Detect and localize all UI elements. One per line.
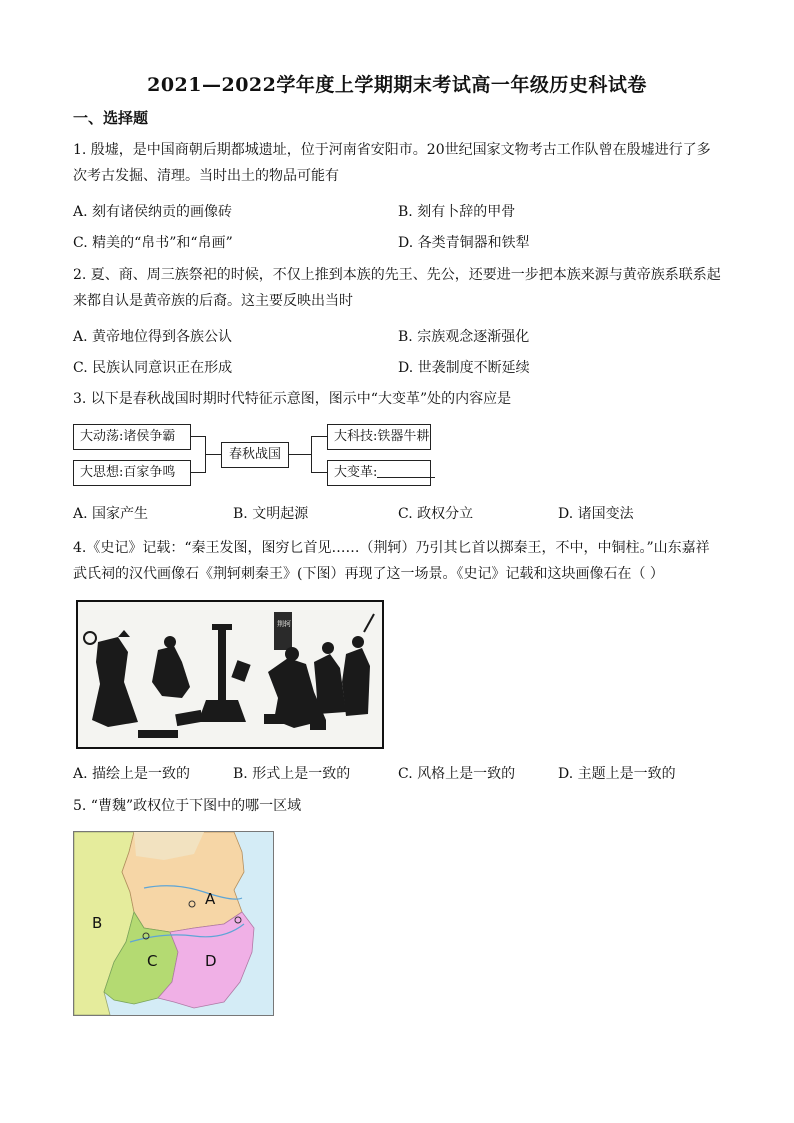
q1-option-c: C. 精美的“帛书”和“帛画” bbox=[73, 235, 233, 251]
three-kingdoms-map bbox=[73, 831, 274, 1016]
diagram-box-center: 春秋战国 bbox=[221, 442, 289, 468]
q3-option-c: C. 政权分立 bbox=[398, 506, 474, 522]
diagram-box-thought: 大思想:百家争鸣 bbox=[73, 460, 191, 486]
question-1-line-1: 1. 殷墟，是中国商朝后期都城遗址，位于河南省安阳市。20世纪国家文物考古工作队曾在殷墟进行了多 bbox=[73, 142, 711, 158]
question-5-line-1: 5. “曹魏”政权位于下图中的哪一区域 bbox=[73, 798, 302, 814]
question-4-line-1: 4.《史记》记载：“秦王发图，图穷匕首见……（荆轲）乃引其匕首以掷秦王，不中，中铜柱。”山东嘉祥 bbox=[73, 540, 710, 556]
map-regions bbox=[74, 832, 273, 1015]
question-2-stem bbox=[73, 262, 733, 314]
q4-option-d: D. 主题上是一致的 bbox=[558, 766, 676, 782]
q1-option-d: D. 各类青铜器和铁犁 bbox=[398, 235, 530, 251]
connector-line bbox=[289, 454, 311, 455]
diagram-box-reform bbox=[327, 460, 431, 486]
era-diagram bbox=[73, 424, 443, 488]
question-3-line-1: 3. 以下是春秋战国时期时代特征示意图，图示中“大变革”处的内容应是 bbox=[73, 391, 512, 407]
q3-option-b: B. 文明起源 bbox=[233, 506, 309, 522]
question-5-stem bbox=[73, 793, 733, 819]
q2-option-a: A. 黄帝地位得到各族公认 bbox=[73, 329, 233, 345]
q4-option-b: B. 形式上是一致的 bbox=[233, 766, 351, 782]
question-1-line-2: 次考古发掘、清理。当时出土的物品可能有 bbox=[73, 168, 339, 184]
connector-line bbox=[205, 454, 221, 455]
q3-option-a: A. 国家产生 bbox=[73, 506, 149, 522]
q3-option-d: D. 诸国变法 bbox=[558, 506, 634, 522]
q1-option-b: B. 刻有卜辞的甲骨 bbox=[398, 204, 516, 220]
q2-option-c: C. 民族认同意识正在形成 bbox=[73, 360, 233, 376]
question-2-line-1: 2. 夏、商、周三族祭祀的时候，不仅上推到本族的先王、先公，还要进一步把本族来源与黄帝族系联系起 bbox=[73, 267, 721, 283]
q4-option-a: A. 描绘上是一致的 bbox=[73, 766, 191, 782]
diagram-box-technology: 大科技:铁器牛耕 bbox=[327, 424, 431, 450]
relief-inscription-char: 荆轲 bbox=[277, 620, 291, 628]
q1-option-a: A. 刻有诸侯纳贡的画像砖 bbox=[73, 204, 233, 220]
connector-line bbox=[191, 436, 205, 437]
stone-relief-drawing bbox=[78, 602, 382, 747]
stone-relief-image bbox=[76, 600, 384, 749]
section-heading: 一、选择题 bbox=[73, 109, 149, 127]
diagram-box-turmoil: 大动荡:诸侯争霸 bbox=[73, 424, 191, 450]
connector-line bbox=[311, 436, 327, 437]
page-title: 2021—2022学年度上学期期末考试高一年级历史科试卷 bbox=[147, 74, 647, 96]
question-2-line-2: 来都自认是黄帝族的后裔。这主要反映出当时 bbox=[73, 293, 353, 309]
map-label-b: B bbox=[92, 914, 103, 932]
map-label-c: C bbox=[147, 952, 158, 970]
map-label-d: D bbox=[205, 952, 217, 970]
map-label-a: A bbox=[205, 890, 216, 908]
question-3-stem bbox=[73, 386, 733, 412]
q2-option-b: B. 宗族观念逐渐强化 bbox=[398, 329, 530, 345]
diagram-reform-label: 大变革: bbox=[334, 465, 378, 480]
question-1-stem bbox=[73, 137, 733, 189]
question-4-stem bbox=[73, 535, 733, 587]
connector-line bbox=[311, 472, 327, 473]
connector-line bbox=[311, 436, 312, 473]
q4-option-c: C. 风格上是一致的 bbox=[398, 766, 516, 782]
diagram-answer-blank bbox=[377, 463, 435, 478]
connector-line bbox=[191, 472, 205, 473]
q2-option-d: D. 世袭制度不断延续 bbox=[398, 360, 530, 376]
question-4-line-2: 武氏祠的汉代画像石《荆轲刺秦王》(下图）再现了这一场景。《史记》记载和这块画像石在（ ） bbox=[73, 566, 664, 582]
